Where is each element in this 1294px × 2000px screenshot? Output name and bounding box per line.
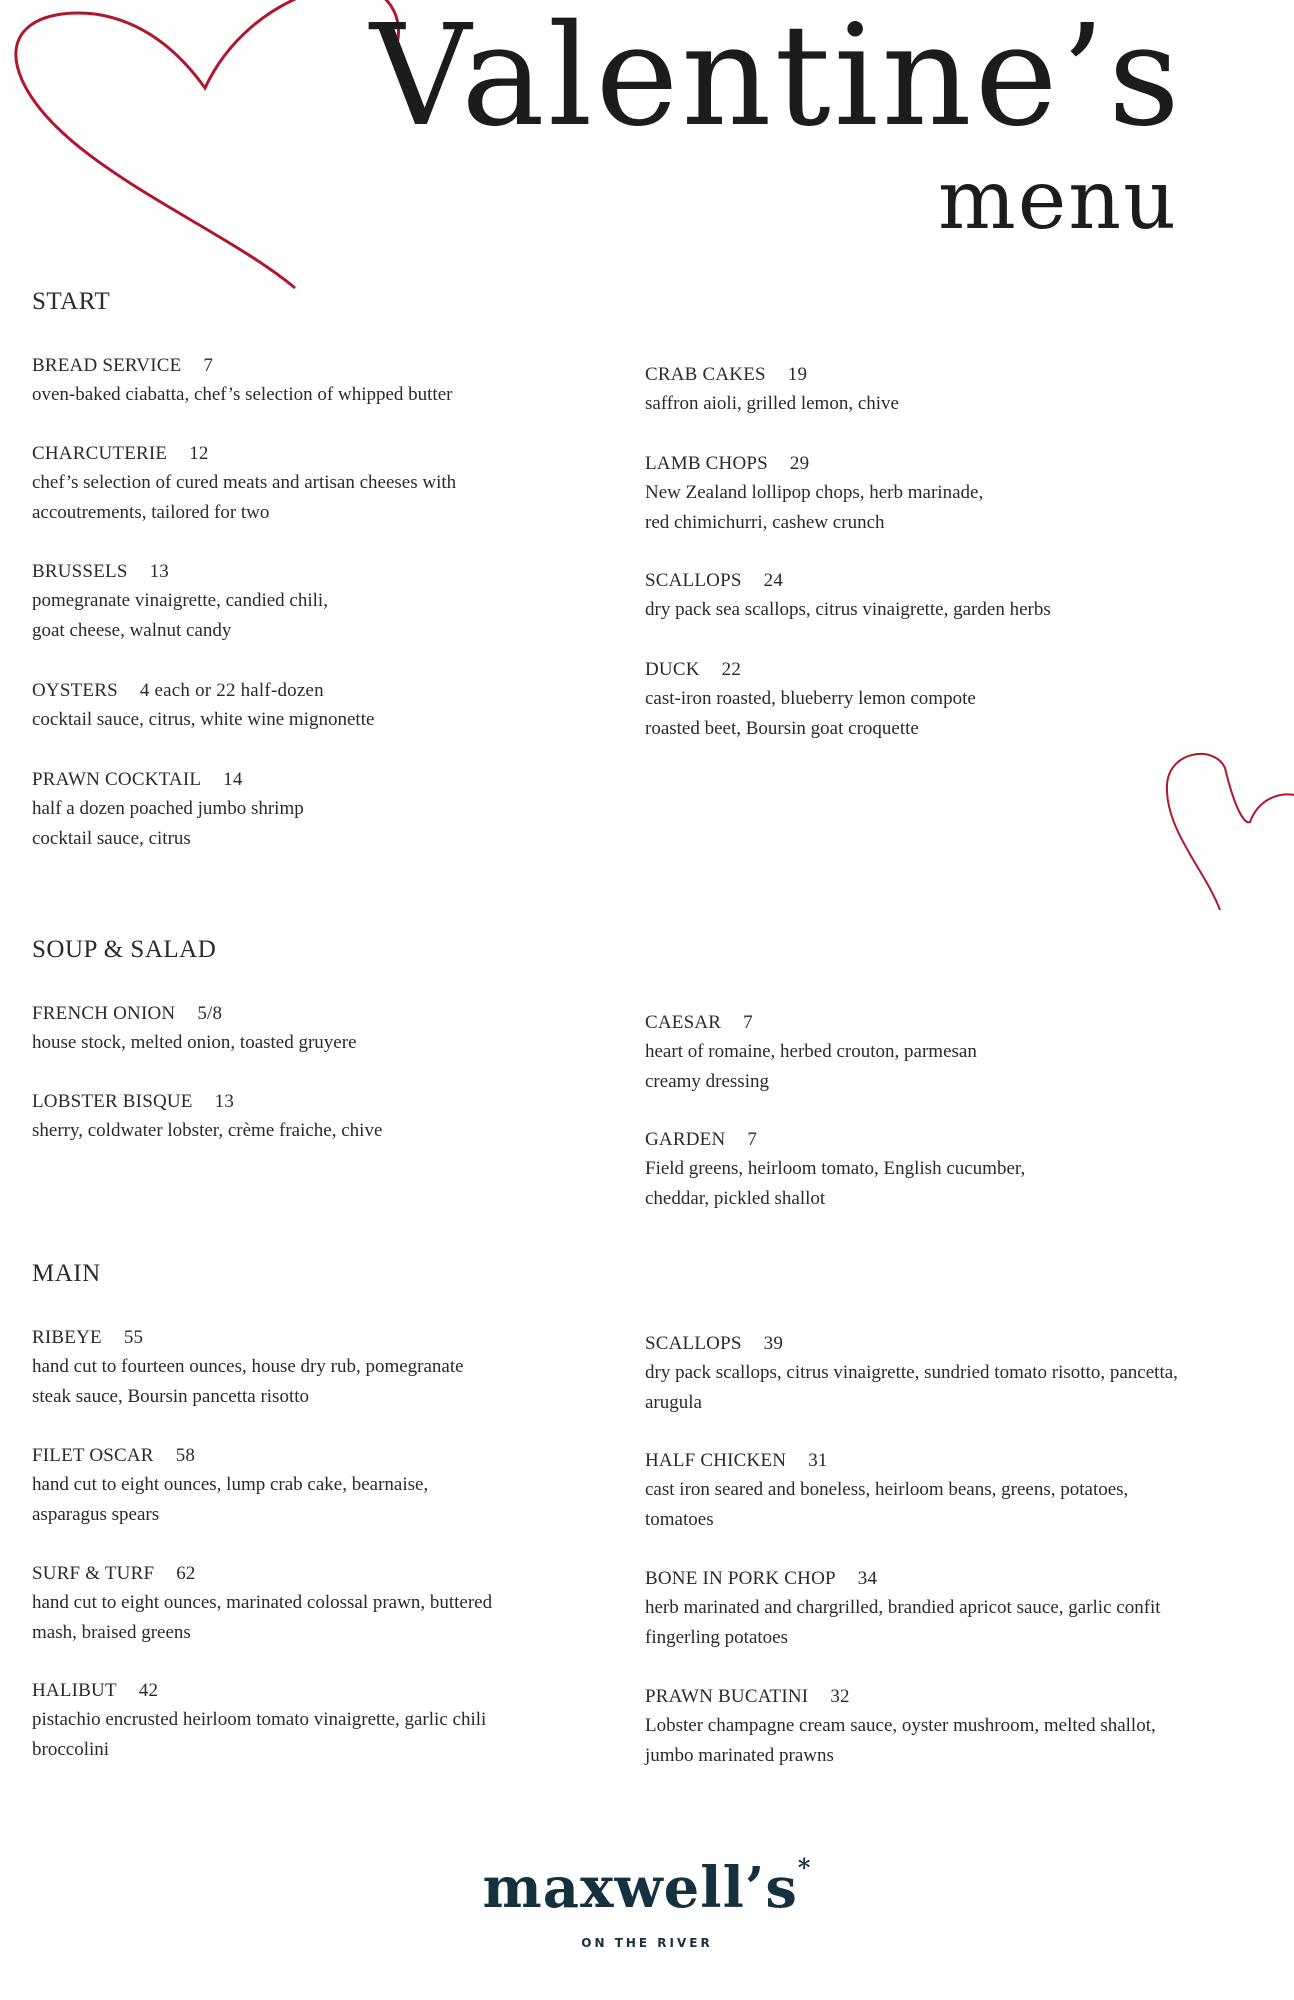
item-price: 42 — [138, 1680, 159, 1701]
logo-tagline: ON THE RIVER — [581, 1936, 713, 1950]
item-name: CAESAR — [645, 1012, 722, 1033]
menu-subtitle: menu — [938, 153, 1178, 248]
section-title-soup-salad: SOUP & SALAD — [32, 936, 217, 963]
item-price: 55 — [123, 1327, 144, 1348]
item-desc-line: roasted beet, Boursin goat croquette — [645, 718, 919, 739]
item-desc-line: house stock, melted onion, toasted gruyere — [32, 1032, 357, 1053]
menu-item-ribeye — [32, 1324, 602, 1412]
item-name: LOBSTER BISQUE — [32, 1091, 193, 1112]
menu-item-crab-cakes — [645, 361, 1265, 419]
menu-item-french-onion — [32, 1000, 602, 1058]
item-desc-line: chef’s selection of cured meats and artisan cheeses with — [32, 472, 457, 493]
menu-item-oysters — [32, 677, 602, 735]
item-name: BONE IN PORK CHOP — [645, 1568, 836, 1589]
item-desc-line: asparagus spears — [32, 1504, 160, 1525]
item-desc-line: dry pack sea scallops, citrus vinaigrette, garden herbs — [645, 599, 1051, 620]
item-price: 34 — [857, 1568, 878, 1589]
item-desc-line: New Zealand lollipop chops, herb marinade, — [645, 482, 984, 503]
menu-item-scallops-main — [645, 1330, 1265, 1418]
menu-item-prawn-cocktail — [32, 766, 602, 854]
item-name: SURF & TURF — [32, 1563, 155, 1584]
item-desc-line: pomegranate vinaigrette, candied chili, — [32, 590, 328, 611]
item-price: 13 — [214, 1091, 235, 1112]
section-title-start: START — [32, 288, 111, 315]
item-price: 24 — [763, 570, 784, 591]
item-desc-line: dry pack scallops, citrus vinaigrette, sundried tomato risotto, pancetta, — [645, 1362, 1178, 1383]
menu-title: Valentine’s — [370, 0, 1183, 158]
menu-item-garden — [645, 1126, 1265, 1214]
item-desc-line: tomatoes — [645, 1509, 714, 1530]
menu-item-duck — [645, 656, 1265, 744]
item-desc-line: red chimichurri, cashew crunch — [645, 512, 885, 533]
item-name: CRAB CAKES — [645, 364, 766, 385]
menu-item-filet-oscar — [32, 1442, 602, 1530]
item-price: 5/8 — [197, 1003, 223, 1024]
menu-item-lobster-bisque — [32, 1088, 602, 1146]
item-price: 29 — [789, 453, 810, 474]
item-desc-line: sherry, coldwater lobster, crème fraiche, chive — [32, 1120, 383, 1141]
item-desc-line: half a dozen poached jumbo shrimp — [32, 798, 304, 819]
item-desc-line: cocktail sauce, citrus, white wine mignonette — [32, 709, 375, 730]
item-desc-line: steak sauce, Boursin pancetta risotto — [32, 1386, 310, 1407]
item-name: LAMB CHOPS — [645, 453, 768, 474]
menu-item-bone-in-pork-chop — [645, 1565, 1265, 1653]
menu-item-bread-service — [32, 352, 602, 410]
item-name: CHARCUTERIE — [32, 443, 168, 464]
logo-star: * — [797, 1853, 812, 1882]
item-name: DUCK — [645, 659, 700, 680]
item-price: 58 — [175, 1445, 196, 1466]
item-desc-line: herb marinated and chargrilled, brandied apricot sauce, garlic confit — [645, 1597, 1161, 1618]
item-name: SCALLOPS — [645, 1333, 742, 1354]
item-price: 62 — [176, 1563, 196, 1584]
item-price: 13 — [149, 561, 169, 582]
item-name: PRAWN COCKTAIL — [32, 769, 202, 790]
item-price: 12 — [189, 443, 209, 464]
item-desc-line: jumbo marinated prawns — [645, 1745, 834, 1766]
item-desc-line: Lobster champagne cream sauce, oyster mushroom, melted shallot, — [645, 1715, 1156, 1736]
item-name: HALIBUT — [32, 1680, 117, 1701]
item-desc-line: heart of romaine, herbed crouton, parmesan — [645, 1041, 977, 1062]
item-price: 19 — [787, 364, 808, 385]
item-desc-line: hand cut to fourteen ounces, house dry rub, pomegranate — [32, 1356, 464, 1377]
item-desc-line: accoutrements, tailored for two — [32, 502, 270, 523]
menu-item-caesar — [645, 1009, 1265, 1097]
item-price: 7 — [747, 1129, 758, 1150]
item-desc-line: Field greens, heirloom tomato, English cucumber, — [645, 1158, 1026, 1179]
item-price: 22 — [721, 659, 742, 680]
item-desc-line: goat cheese, walnut candy — [32, 620, 232, 641]
item-price: 7 — [743, 1012, 753, 1033]
item-price: 7 — [203, 355, 214, 376]
menu-item-charcuterie — [32, 440, 602, 528]
item-name: HALF CHICKEN — [645, 1450, 787, 1471]
item-desc-line: cheddar, pickled shallot — [645, 1188, 826, 1209]
item-name: GARDEN — [645, 1129, 726, 1150]
item-name: SCALLOPS — [645, 570, 742, 591]
section-title-main: MAIN — [32, 1260, 101, 1287]
item-desc-line: fingerling potatoes — [645, 1627, 788, 1648]
menu-item-half-chicken — [645, 1447, 1265, 1535]
small-heart-icon — [1160, 740, 1294, 915]
item-price: 14 — [223, 769, 243, 790]
item-desc-line: saffron aioli, grilled lemon, chive — [645, 393, 899, 414]
item-name: PRAWN BUCATINI — [645, 1686, 809, 1707]
item-desc-line: hand cut to eight ounces, lump crab cake, bearnaise, — [32, 1474, 429, 1495]
item-desc-line: cocktail sauce, citrus — [32, 828, 191, 849]
item-price: 39 — [763, 1333, 784, 1354]
item-desc-line: cast iron seared and boneless, heirloom beans, greens, potatoes, — [645, 1479, 1129, 1500]
item-name: RIBEYE — [32, 1327, 102, 1348]
item-desc-line: cast-iron roasted, blueberry lemon compote — [645, 688, 976, 709]
item-desc-line: broccolini — [32, 1739, 110, 1760]
restaurant-logo — [0, 1853, 1294, 1950]
item-name: FILET OSCAR — [32, 1445, 154, 1466]
item-price: 4 each or 22 half-dozen — [139, 680, 324, 701]
item-name: BREAD SERVICE — [32, 355, 182, 376]
menu-item-lamb-chops — [645, 450, 1265, 538]
menu-item-surf-turf — [32, 1560, 602, 1648]
item-name: OYSTERS — [32, 680, 118, 701]
menu-item-halibut — [32, 1677, 602, 1765]
item-price: 31 — [808, 1450, 828, 1471]
item-desc-line: creamy dressing — [645, 1071, 769, 1092]
logo-name: maxwell’s — [482, 1855, 798, 1921]
large-heart-icon — [0, 0, 400, 300]
menu-item-scallops-start — [645, 567, 1265, 625]
item-desc-line: pistachio encrusted heirloom tomato vinaigrette, garlic chili — [32, 1709, 487, 1730]
item-desc-line: hand cut to eight ounces, marinated colossal prawn, buttered — [32, 1592, 493, 1613]
item-price: 32 — [830, 1686, 850, 1707]
item-name: BRUSSELS — [32, 561, 128, 582]
menu-item-prawn-bucatini — [645, 1683, 1265, 1771]
item-name: FRENCH ONION — [32, 1003, 176, 1024]
item-desc-line: oven-baked ciabatta, chef’s selection of whipped butter — [32, 384, 453, 405]
item-desc-line: mash, braised greens — [32, 1622, 191, 1643]
menu-item-brussels — [32, 558, 602, 646]
item-desc-line: arugula — [645, 1392, 702, 1413]
